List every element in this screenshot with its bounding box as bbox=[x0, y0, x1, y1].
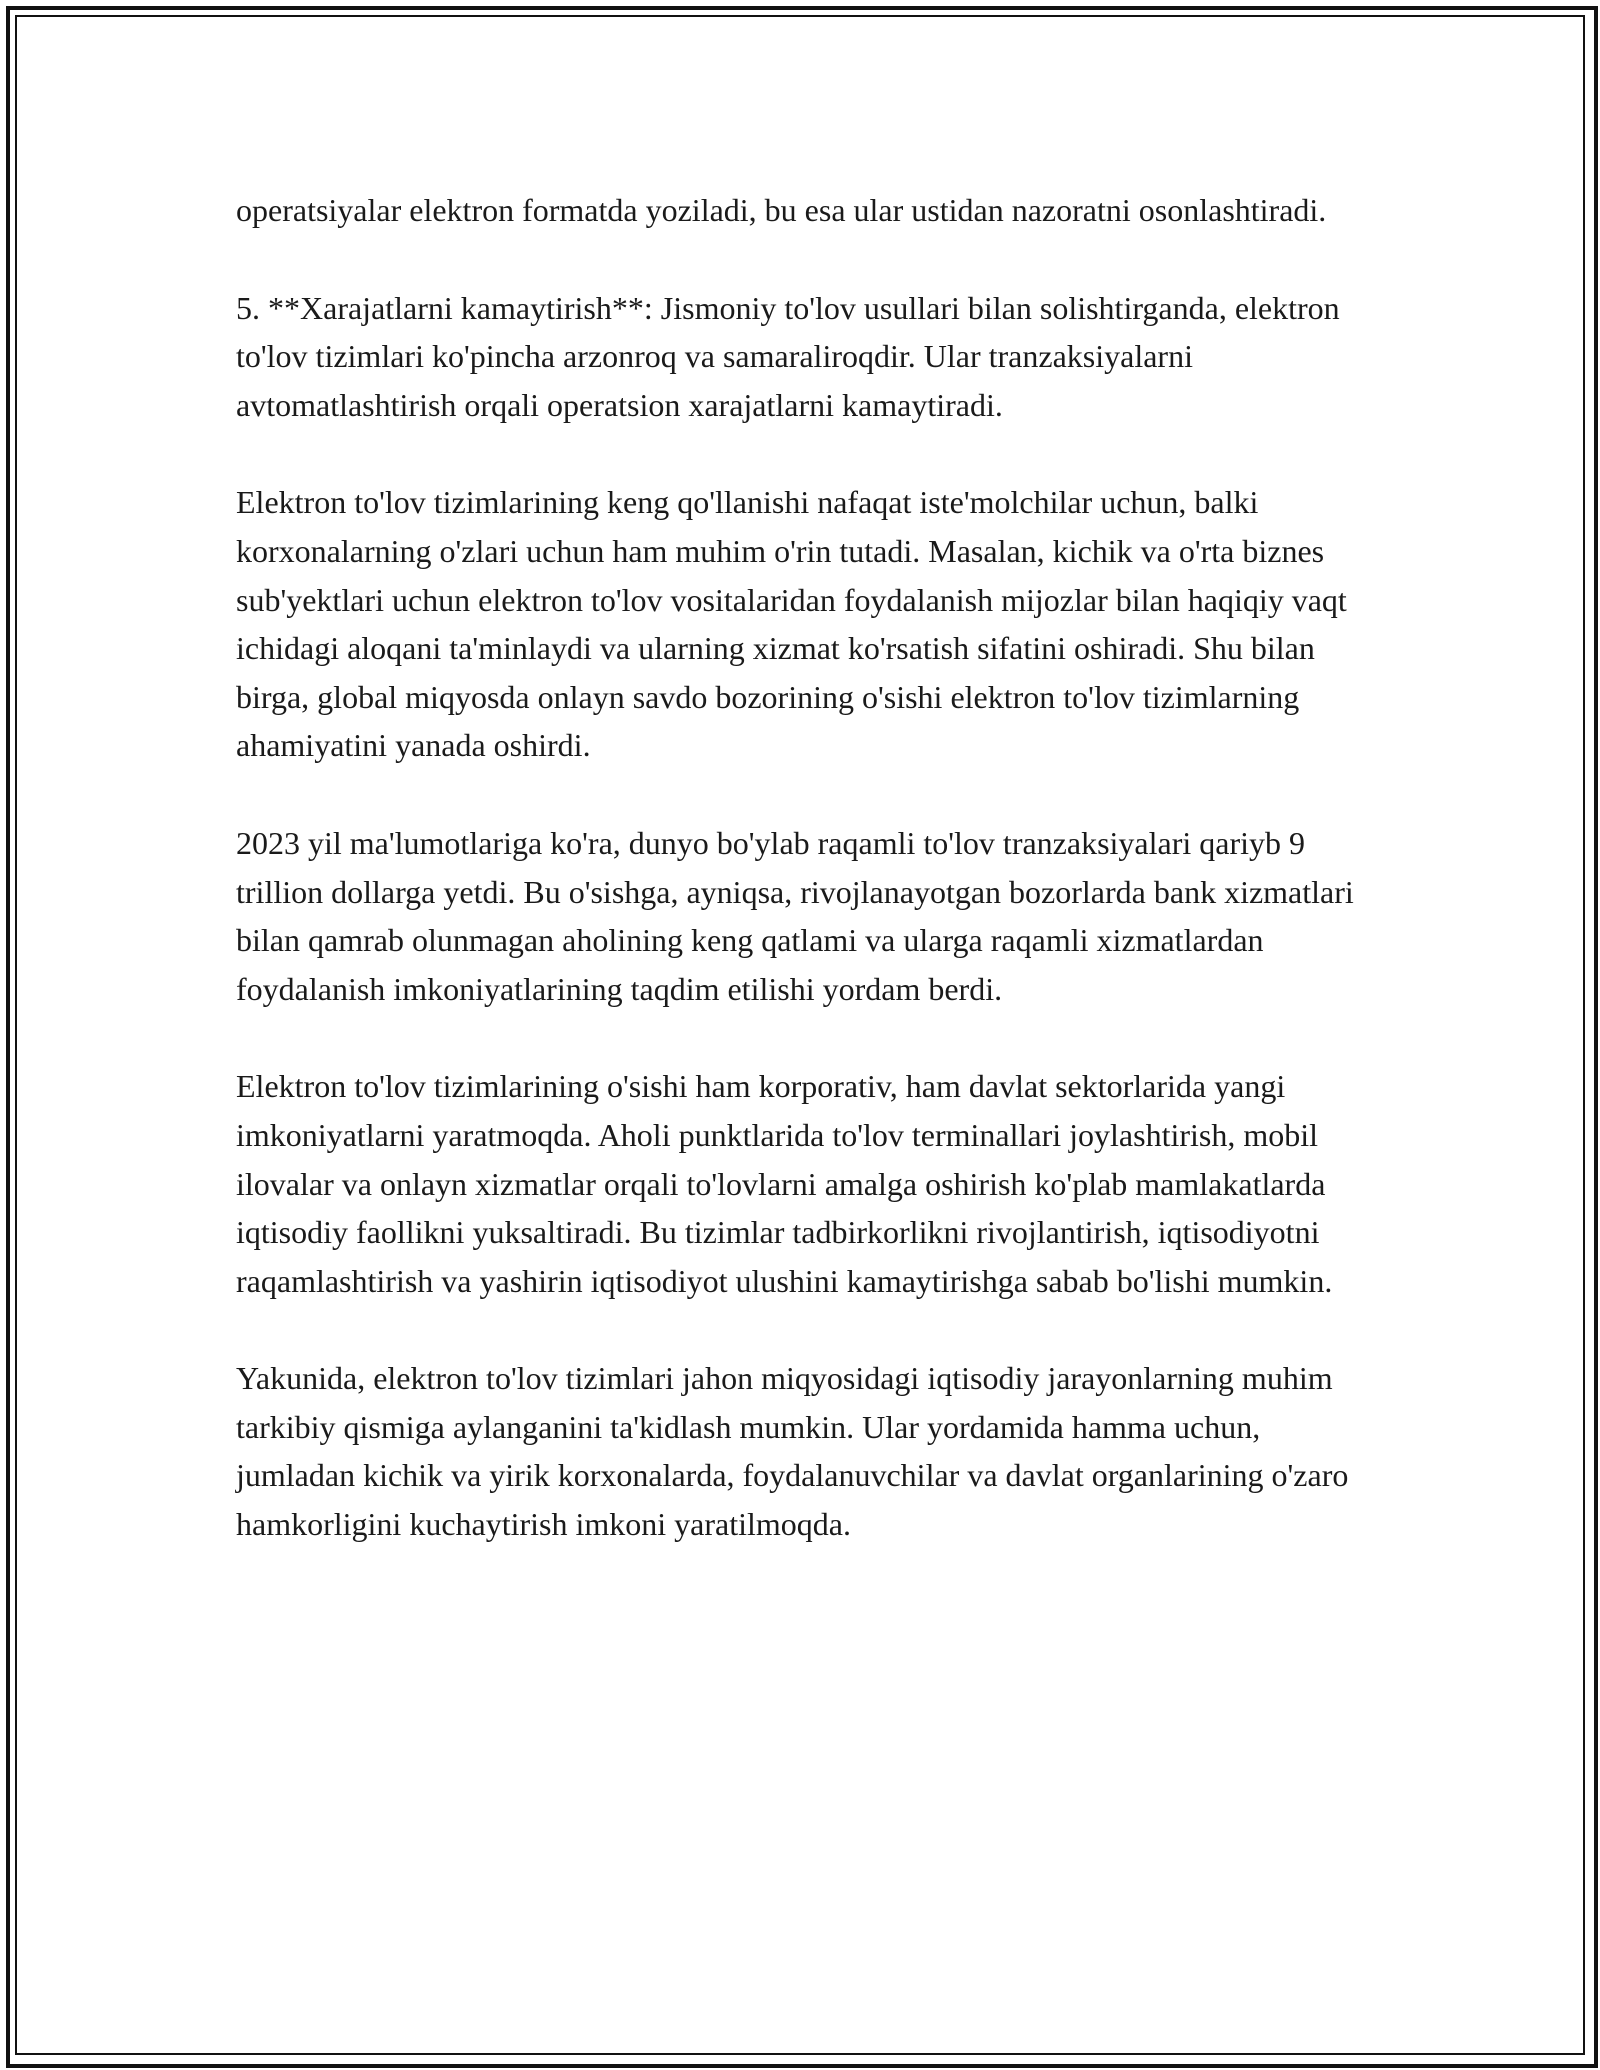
paragraph-continuation: operatsiyalar elektron formatda yoziladi, bu esa ular ustidan nazoratni osonlashtiradi. bbox=[236, 192, 1327, 228]
paragraph-cost-reduction: 5. **Xarajatlarni kamaytirish**: Jismoniy to'lov usullari bilan solishtirganda, elektron to'lov tizimlari ko'pincha arzonroq va samaraliroqdir. Ular tranzaksiyalarni avtomatlashtirish orqali operatsion xarajatlarni kamaytiradi. bbox=[236, 289, 1340, 423]
paragraph-statistics-2023: 2023 yil ma'lumotlariga ko'ra, dunyo bo'ylab raqamli to'lov tranzaksiyalari qariyb 9 trillion dollarga yetdi. Bu o'sishga, ayniqsa, rivojlanayotgan bozorlarda bank xizmatlari bilan qamrab olunmagan aholining keng qatlami va ularga raqamli xizmatlardan foydalanish imkoniyatlarining taqdim etilishi yordam berdi. bbox=[236, 824, 1354, 1007]
paragraph-adoption: Elektron to'lov tizimlarining keng qo'llanishi nafaqat iste'molchilar uchun, balki korxonalarning o'zlari uchun ham muhim o'rin tutadi. Masalan, kichik va o'rta biznes sub'yektlari uchun elektron to'lov vositalaridan foydalanish mijozlar bilan haqiqiy vaqt ichidagi aloqani ta'minlaydi va ularning xizmat ko'rsatish sifatini oshiradi. Shu bilan birga, global miqyosda onlayn savdo bozorining o'sishi elektron to'lov tizimlarning ahamiyatini yanada oshirdi. bbox=[236, 484, 1347, 764]
paragraph-growth: Elektron to'lov tizimlarining o'sishi ham korporativ, ham davlat sektorlarida yangi imkoniyatlarni yaratmoqda. Aholi punktlarida to'lov terminallari joylashtirish, mobil ilovalar va onlayn xizmatlar orqali to'lovlarni amalga oshirish ko'plab mamlakatlarda iqtisodiy faollikni yuksaltiradi. Bu tizimlar tadbirkorlikni rivojlantirish, iqtisodiyotni raqamlashtirish va yashirin iqtisodiyot ulushini kamaytirishga sabab bo'lishi mumkin. bbox=[236, 1068, 1333, 1299]
paragraph-conclusion: Yakunida, elektron to'lov tizimlari jahon miqyosidagi iqtisodiy jarayonlarning muhim tarkibiy qismiga aylanganini ta'kidlash mumkin. Ular yordamida hamma uchun, jumladan kichik va yirik korxonalarda, foydalanuvchilar va davlat organlarining o'zaro hamkorligini kuchaytirish imkoni yaratilmoqda. bbox=[236, 1360, 1349, 1543]
document-body bbox=[236, 186, 1386, 1549]
